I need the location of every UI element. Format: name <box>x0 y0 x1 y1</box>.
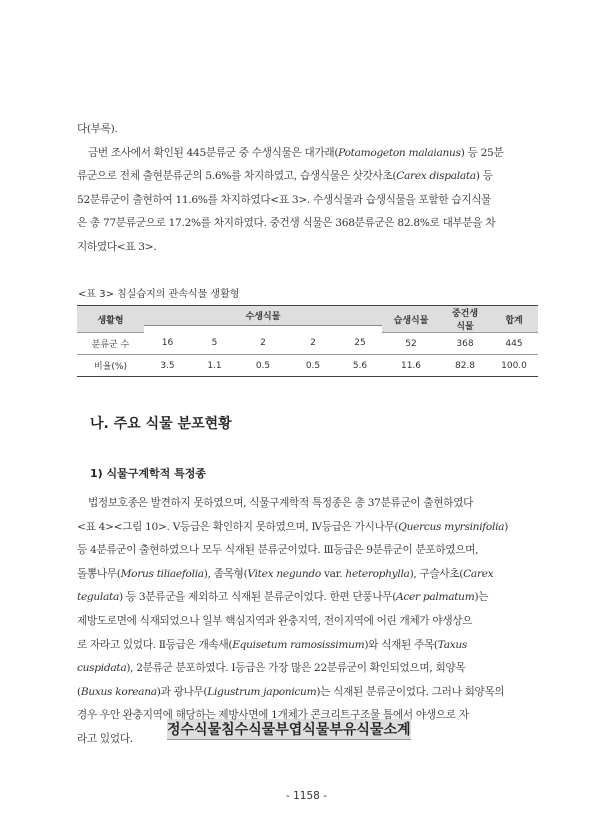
subsection-heading: 1) 식물구계학적 특정종 <box>90 467 206 480</box>
table-cell: 82.8 <box>440 355 490 377</box>
scientific-name: Potamogeton malaianus <box>338 146 461 159</box>
table-cell: 0.5 <box>238 355 288 377</box>
header-mesic-line2: 식물 <box>456 322 474 332</box>
row-label: 분류군 수 <box>77 333 144 355</box>
header-wet: 습생식물 <box>382 306 440 333</box>
header-total: 합계 <box>490 306 538 333</box>
text-line: cuspidata), 2분류군 분포하였다. Ⅰ등급은 가장 많은 22분류군이 확인되었으며, 회양목 <box>77 662 466 675</box>
scientific-name: Taxus <box>437 638 468 651</box>
table-cell: 5.6 <box>338 355 382 377</box>
table-cell: 368 <box>440 333 490 355</box>
table-cell: 25 <box>338 333 382 355</box>
scientific-name: Morus tiliaefolia <box>120 567 204 580</box>
header-lifeform: 생활형 <box>77 306 144 333</box>
table-cell: 3.5 <box>144 355 191 377</box>
table-cell: 2 <box>288 333 338 355</box>
header-free-floating: 부유식물 <box>329 719 383 740</box>
table-cell: 1.1 <box>191 355 238 377</box>
scientific-name: Carex dispalata <box>396 170 476 183</box>
header-mesic-line1: 중건생 <box>451 309 479 319</box>
body-paragraph <box>77 492 537 752</box>
table-cell: 52 <box>382 333 440 355</box>
scientific-name: heterophylla <box>345 567 410 580</box>
scientific-name: cuspidata <box>77 662 127 675</box>
header-subtotal: 소계 <box>383 719 410 740</box>
text-line: tegulata) 등 3분류군을 제외하고 식재된 분류군이었다. 한편 단풍나무(Acer palmatum)는 <box>77 591 489 604</box>
scientific-name: tegulata <box>77 591 120 604</box>
table-cell: 11.6 <box>382 355 440 377</box>
section-heading: 나. 주요 식물 분포현황 <box>90 416 232 432</box>
table-cell: 5 <box>191 333 238 355</box>
scientific-name: Carex <box>463 567 494 580</box>
header-submerged: 침수식물 <box>221 719 275 740</box>
text-line: 라고 있었다. <box>77 732 133 745</box>
scientific-name: Ligustrum japonicum <box>207 685 317 698</box>
text-line: 금번 조사에서 확인된 445분류군 중 수생식물은 대가래(Potamogeton malaianus) 등 25분 <box>88 146 504 159</box>
header-mesic <box>440 306 490 333</box>
header-aquatic: 수생식물 <box>144 306 382 326</box>
scientific-name: Acer palmatum <box>396 591 475 604</box>
text-line: 류군으로 전체 출현분류군의 5.6%를 차지하였고, 습생식물은 삿갓사초(Carex dispalata) 등 <box>77 170 493 183</box>
text-line: 다(부록). <box>77 123 118 135</box>
table-cell: 0.5 <box>288 355 338 377</box>
table-cell: 2 <box>238 333 288 355</box>
text-line: 법정보호종은 발견하지 못하였으며, 식물구계학적 특정종은 총 37분류군이 출현하였다 <box>88 497 474 509</box>
intro-paragraph <box>77 118 537 260</box>
scientific-name: Equisetum ramosissimum <box>232 638 365 651</box>
header-floating-leaved: 부엽식물 <box>275 719 329 740</box>
table-cell: 445 <box>490 333 538 355</box>
header-emergent: 정수식물 <box>167 719 221 740</box>
scientific-name: Vitex negundo <box>247 567 321 580</box>
table-cell: 100.0 <box>490 355 538 377</box>
table-row <box>77 355 538 377</box>
table-cell: 16 <box>144 333 191 355</box>
text-line: 은 총 77분류군으로 17.2%를 차지하였다. 중건생 식물은 368분류군은 82.8%로 대부분을 차 <box>77 217 496 230</box>
text-line: 지하였다<표 3>. <box>77 240 157 253</box>
scientific-name: Quercus myrsinifolia <box>398 520 505 533</box>
text-line: 경우 우안 완충지역에 해당하는 제방사면에 1개체가 콘크리트구조물 틈에서 야생으로 자 <box>77 709 469 722</box>
text-line: 돌뽕나무(Morus tiliaefolia), 좀목형(Vitex negundo var. heterophylla), 구슬사초(Carex <box>77 567 494 580</box>
table-caption: <표 3> 침실습지의 관속식물 생활형 <box>78 289 240 300</box>
text-line: 52분류군이 출현하여 11.6%를 차지하였다<표 3>. 수생식물과 습생식물을 포함한 습지식물 <box>77 193 492 206</box>
row-label: 비율(%) <box>77 355 144 377</box>
text-line: (Buxus koreana)과 광나무(Ligustrum japonicum)는 식재된 분류군이었다. 그러나 회양목의 <box>77 685 505 698</box>
table-row <box>77 333 538 355</box>
text-line: 등 4분류군이 출현하였으나 모두 식재된 분류군이었다. Ⅲ등급은 9분류군이 분포하였으며, <box>77 544 479 557</box>
page-number: - 1158 - <box>286 790 327 802</box>
text-line: 제방도로면에 식재되었으나 일부 핵심지역과 완충지역, 전이지역에 어린 개체가 야생상으 <box>77 614 473 627</box>
scientific-name: Buxus koreana <box>80 685 157 698</box>
text-line: 로 자라고 있었다. Ⅱ등급은 개속새(Equisetum ramosissimum)와 식재된 주목(Taxus <box>77 638 468 651</box>
text-line: <표 4><그림 10>. V등급은 확인하지 못하였으며, Ⅳ등급은 가시나무(Quercus myrsinifolia) <box>77 520 509 533</box>
